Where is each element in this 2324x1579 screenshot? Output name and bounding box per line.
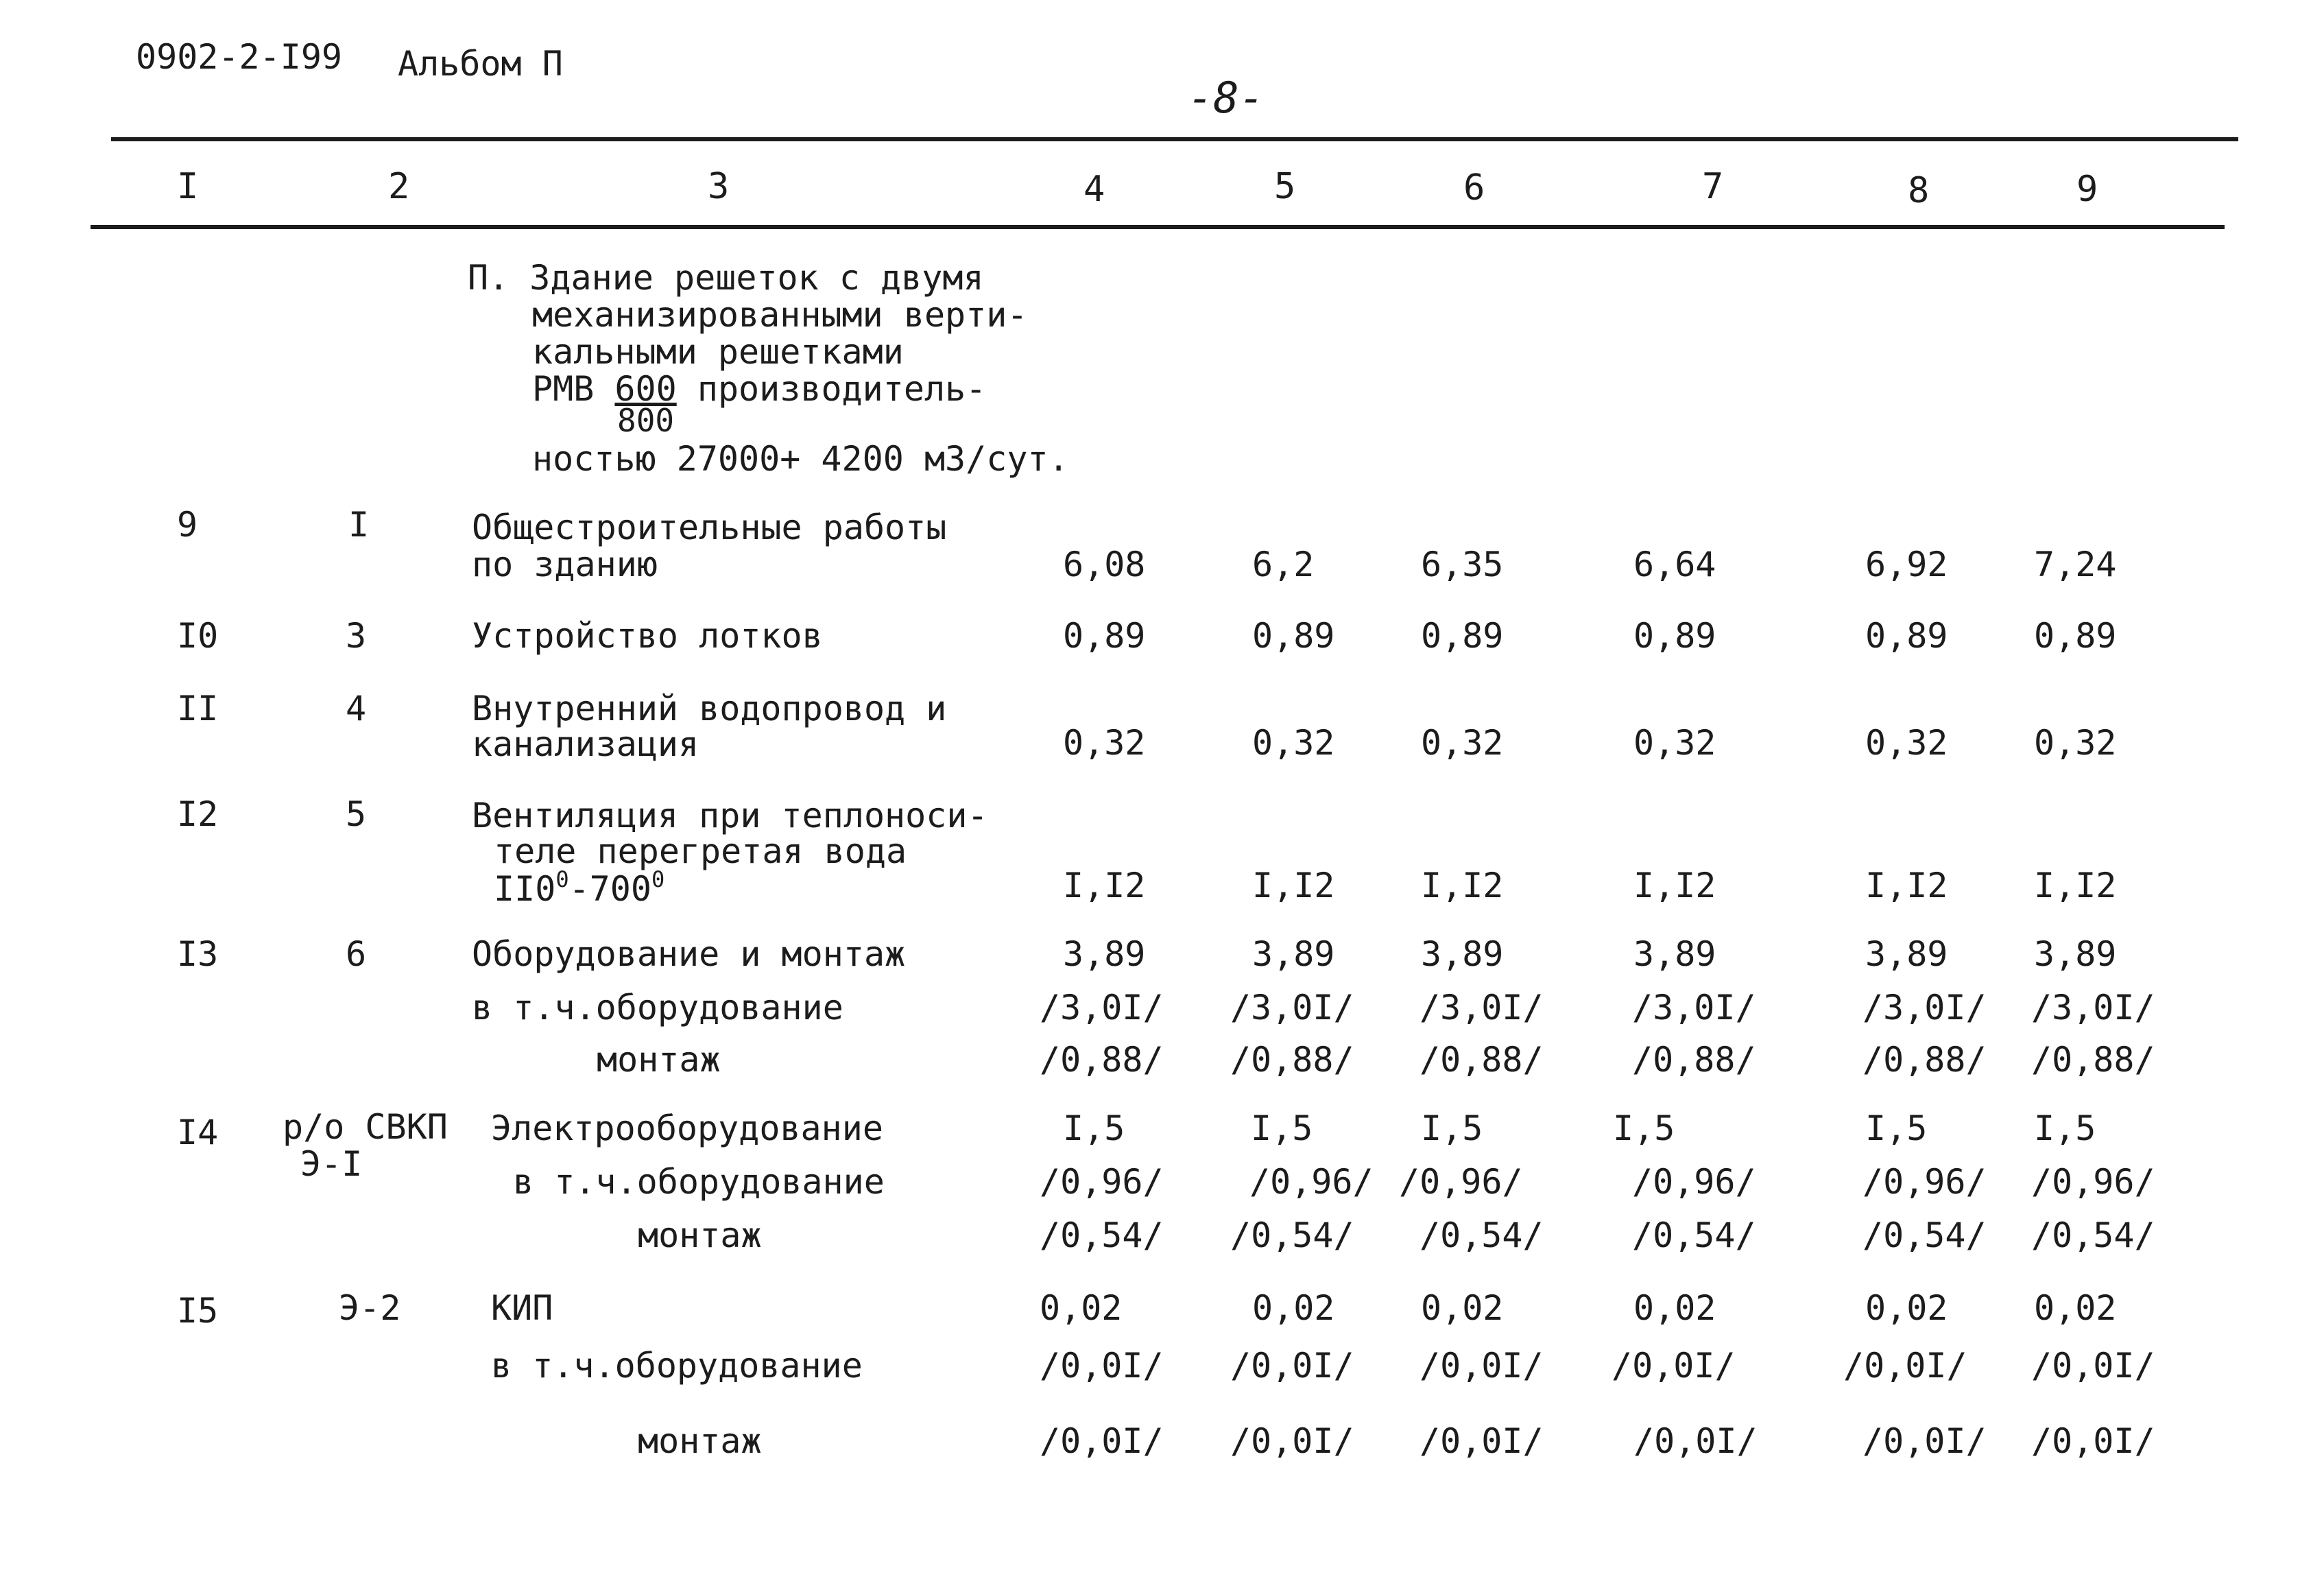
row-number: I2 xyxy=(177,794,219,834)
cell-value: 0,32 xyxy=(2034,723,2117,763)
section-line xyxy=(532,369,987,409)
cell-value: I,I2 xyxy=(1633,866,1716,905)
cell-value: /0,54/ xyxy=(1632,1215,1756,1255)
column-header-8: 8 xyxy=(1908,170,1930,211)
cell-value: I,5 xyxy=(1063,1108,1125,1148)
cell-value: I,5 xyxy=(1421,1108,1483,1148)
row-reference: 6 xyxy=(346,934,367,974)
column-header-3: 3 xyxy=(708,166,730,207)
grate-model-prefix: РМВ xyxy=(532,369,615,409)
cell-value: I,5 xyxy=(2034,1108,2096,1148)
row-reference: Э-I xyxy=(300,1144,363,1184)
cell-value: /0,0I/ xyxy=(1419,1421,1544,1461)
row-name: КИП xyxy=(491,1288,553,1328)
temperature-to: -700 xyxy=(568,869,651,909)
cell-value: 3,89 xyxy=(1865,934,1948,974)
cell-value: /3,0I/ xyxy=(1419,988,1544,1028)
row-name xyxy=(494,866,665,909)
row-reference: 5 xyxy=(346,794,367,834)
cell-value: 3,89 xyxy=(1421,934,1504,974)
row-subname: в т.ч.оборудование xyxy=(513,1162,885,1202)
degree-mark: 0 xyxy=(651,866,665,892)
cell-value: /0,0I/ xyxy=(1862,1421,1987,1461)
grate-model-fraction-bottom: 800 xyxy=(617,402,675,439)
cell-value: I,I2 xyxy=(1421,866,1504,905)
cell-value: 3,89 xyxy=(1252,934,1335,974)
row-number: I5 xyxy=(177,1291,219,1331)
row-number: I3 xyxy=(177,934,219,974)
cell-value: /0,96/ xyxy=(1632,1162,1756,1202)
row-reference: Э-2 xyxy=(339,1288,401,1328)
cell-value: /3,0I/ xyxy=(1040,988,1164,1028)
cell-value: 0,89 xyxy=(1633,616,1716,656)
cell-value: /0,0I/ xyxy=(1040,1346,1164,1386)
table-top-rule xyxy=(111,137,2238,141)
row-number: 9 xyxy=(177,505,198,545)
document-code: 0902-2-I99 xyxy=(136,37,343,77)
album-label: Альбом П xyxy=(398,44,563,84)
cell-value: I,I2 xyxy=(1063,866,1146,905)
cell-value: 6,2 xyxy=(1252,545,1315,584)
row-reference: I xyxy=(348,505,370,545)
cell-value: /3,0I/ xyxy=(1230,988,1354,1028)
cell-value: /0,96/ xyxy=(1249,1162,1374,1202)
cell-value: 3,89 xyxy=(1633,934,1716,974)
row-name: Оборудование и монтаж xyxy=(472,934,906,974)
cell-value: I,I2 xyxy=(1865,866,1948,905)
cell-value: 0,89 xyxy=(1421,616,1504,656)
column-header-1: I xyxy=(177,166,199,207)
row-name: Общестроительные работы xyxy=(472,508,947,547)
cell-value: /0,0I/ xyxy=(1419,1346,1544,1386)
section-line: ностью 27000+ 4200 м3/сут. xyxy=(532,439,1069,479)
column-header-4: 4 xyxy=(1083,169,1105,210)
row-subname: в т.ч.оборудование xyxy=(472,988,843,1028)
column-header-5: 5 xyxy=(1274,166,1296,207)
column-header-2: 2 xyxy=(388,166,410,207)
cell-value: 0,02 xyxy=(2034,1288,2117,1328)
row-name: Вентиляция при теплоноси- xyxy=(472,796,988,835)
cell-value: 0,32 xyxy=(1063,723,1146,763)
cell-value: /0,0I/ xyxy=(2031,1421,2155,1461)
cell-value: 0,02 xyxy=(1252,1288,1335,1328)
cell-value: /3,0I/ xyxy=(2031,988,2155,1028)
row-subname: монтаж xyxy=(638,1215,762,1255)
cell-value: 0,89 xyxy=(2034,616,2117,656)
row-subname: монтаж xyxy=(597,1040,721,1080)
cell-value: 0,02 xyxy=(1040,1288,1123,1328)
cell-value: 0,02 xyxy=(1865,1288,1948,1328)
column-header-9: 9 xyxy=(2076,169,2098,210)
cell-value: 0,89 xyxy=(1865,616,1948,656)
cell-value: /3,0I/ xyxy=(1862,988,1987,1028)
grate-model-fraction-top: 600 xyxy=(614,369,677,409)
cell-value: I,I2 xyxy=(1252,866,1335,905)
table-header-rule xyxy=(91,225,2225,229)
cell-value: /0,88/ xyxy=(1040,1040,1164,1080)
section-line: кальными решетками xyxy=(532,332,904,372)
cell-value: /0,96/ xyxy=(1040,1162,1164,1202)
row-name: Устройство лотков xyxy=(472,616,823,656)
column-header-6: 6 xyxy=(1463,167,1485,209)
cell-value: 0,02 xyxy=(1421,1288,1504,1328)
cell-value: 6,92 xyxy=(1865,545,1948,584)
cell-value: /0,54/ xyxy=(2031,1215,2155,1255)
cell-value: 0,89 xyxy=(1252,616,1335,656)
cell-value: /0,96/ xyxy=(1399,1162,1523,1202)
cell-value: /0,88/ xyxy=(1419,1040,1544,1080)
cell-value: 6,35 xyxy=(1421,545,1504,584)
row-name: по зданию xyxy=(472,545,658,584)
cell-value: 7,24 xyxy=(2034,545,2117,584)
section-line: П. Здание решеток с двумя xyxy=(468,258,984,298)
grate-capacity-text: производитель- xyxy=(676,369,987,409)
row-name: канализация xyxy=(472,724,699,764)
cell-value: I,I2 xyxy=(2034,866,2117,905)
cell-value: /0,88/ xyxy=(1862,1040,1987,1080)
cell-value: 0,32 xyxy=(1421,723,1504,763)
cell-value: I,5 xyxy=(1865,1108,1928,1148)
page-number: -8- xyxy=(1188,73,1265,123)
cell-value: 6,08 xyxy=(1063,545,1146,584)
row-name: теле перегретая вода xyxy=(494,831,907,871)
cell-value: /0,88/ xyxy=(1632,1040,1756,1080)
cell-value: I,5 xyxy=(1251,1108,1313,1148)
row-reference: 4 xyxy=(346,689,367,728)
cell-value: /0,88/ xyxy=(2031,1040,2155,1080)
cell-value: /0,0I/ xyxy=(1230,1421,1354,1461)
cell-value: /0,54/ xyxy=(1419,1215,1544,1255)
cell-value: 3,89 xyxy=(2034,934,2117,974)
cell-value: /0,0I/ xyxy=(1633,1421,1758,1461)
cell-value: 0,89 xyxy=(1063,616,1146,656)
row-number: II xyxy=(177,689,219,728)
row-subname: монтаж xyxy=(638,1421,762,1461)
cell-value: /0,88/ xyxy=(1230,1040,1354,1080)
cell-value: /0,0I/ xyxy=(1612,1346,1736,1386)
cell-value: /3,0I/ xyxy=(1632,988,1756,1028)
row-subname: в т.ч.оборудование xyxy=(491,1346,863,1386)
section-line: механизированными верти- xyxy=(532,295,1028,335)
cell-value: /0,54/ xyxy=(1862,1215,1987,1255)
column-header-7: 7 xyxy=(1702,166,1724,207)
row-name: Электрооборудование xyxy=(491,1108,883,1148)
cell-value: /0,0I/ xyxy=(1843,1346,1967,1386)
cell-value: 0,32 xyxy=(1252,723,1335,763)
cell-value: 0,02 xyxy=(1633,1288,1716,1328)
cell-value: /0,96/ xyxy=(2031,1162,2155,1202)
cell-value: 6,64 xyxy=(1633,545,1716,584)
row-number: I4 xyxy=(177,1113,219,1152)
cell-value: 3,89 xyxy=(1063,934,1146,974)
temperature-from: II0 xyxy=(494,869,556,909)
cell-value: /0,96/ xyxy=(1862,1162,1987,1202)
cell-value: /0,54/ xyxy=(1230,1215,1354,1255)
row-name: Внутренний водопровод и xyxy=(472,689,947,728)
cell-value: 0,32 xyxy=(1865,723,1948,763)
cell-value: I,5 xyxy=(1613,1108,1675,1148)
cell-value: /0,0I/ xyxy=(2031,1346,2155,1386)
cell-value: /0,0I/ xyxy=(1230,1346,1354,1386)
cell-value: /0,0I/ xyxy=(1040,1421,1164,1461)
row-number: I0 xyxy=(177,616,219,656)
row-reference: р/о СВКП xyxy=(283,1107,448,1147)
cell-value: /0,54/ xyxy=(1040,1215,1164,1255)
cell-value: 0,32 xyxy=(1633,723,1716,763)
degree-mark: 0 xyxy=(555,866,569,892)
row-reference: 3 xyxy=(346,616,367,656)
